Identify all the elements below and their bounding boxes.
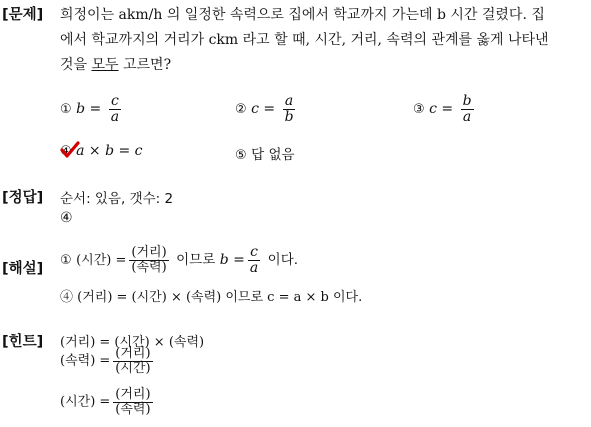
hint-l2-numerator: (거리): [115, 346, 151, 361]
option-4-expr: a × b = c: [76, 143, 143, 159]
hint-l3-numerator: (거리): [115, 387, 151, 402]
option-2-eq: =: [258, 101, 280, 118]
answer-line-2: ④: [60, 210, 73, 226]
hint-line-1: (거리) = (시간) × (속력): [60, 335, 205, 350]
option-5-number: ⑤: [235, 148, 247, 163]
explanation-l1-mid: 이므로: [176, 252, 216, 269]
hint-line-3: [60, 388, 156, 416]
option-3[interactable]: [413, 94, 477, 124]
answer-line-1: 순서: 있음, 갯수: 2: [60, 191, 174, 207]
explanation-l1-number: ①: [60, 253, 72, 269]
hint-l3-denominator: (속력): [115, 401, 151, 417]
option-1[interactable]: [60, 94, 124, 124]
problem-line-1: 희정이는 akm/h 의 일정한 속력으로 집에서 학교까지 가는데 b 시간 걸렸다. 집: [60, 7, 545, 23]
explanation-l1-fden: a: [249, 259, 259, 276]
explanation-line-2: ④ (거리) = (시간) × (속력) 이므로 c = a × b 이다.: [60, 290, 363, 305]
option-2[interactable]: [235, 94, 299, 124]
problem-line-3-post: 고르면?: [118, 57, 172, 73]
problem-tag: [문제]: [2, 7, 44, 23]
option-2-number: ②: [235, 102, 247, 118]
explanation-tag: [해설]: [2, 261, 44, 277]
hint-line-2: [60, 347, 156, 375]
explanation-l1-fnum: c: [250, 244, 258, 260]
hint-l3-lhs: (시간) =: [60, 394, 111, 410]
option-1-eq: =: [85, 101, 106, 118]
explanation-line-1: [60, 245, 298, 275]
hint-l2-denominator: (시간): [115, 360, 151, 376]
option-5-text: 답 없음: [251, 147, 295, 163]
checkmark-icon: [60, 141, 80, 159]
problem-line-3-pre: 것을: [60, 57, 92, 73]
explanation-l1-lhs: (시간) =: [76, 253, 127, 269]
option-3-eq: =: [436, 101, 458, 118]
option-2-lhs: c: [251, 101, 259, 118]
option-2-numerator: a: [284, 93, 294, 109]
problem-line-2: 에서 학교까지의 거리가 ckm 라고 할 때, 시간, 거리, 속력의 관계를 옳게 나타낸: [60, 32, 549, 48]
option-3-denominator: a: [462, 108, 472, 125]
hint-l2-lhs: (속력) =: [60, 353, 111, 369]
option-1-lhs: b: [76, 101, 86, 118]
explanation-l1-eq: b =: [219, 252, 245, 269]
option-3-lhs: c: [429, 101, 437, 118]
option-3-number: ③: [413, 102, 425, 118]
explanation-l1-denominator: (속력): [131, 259, 167, 275]
problem-line-3-emph: 모두: [91, 57, 119, 73]
option-1-denominator: a: [110, 108, 120, 125]
option-3-numerator: b: [462, 93, 472, 109]
option-1-numerator: c: [110, 93, 119, 109]
option-1-number: ①: [60, 102, 72, 118]
answer-tag: [정답]: [2, 190, 44, 206]
option-5[interactable]: [235, 143, 295, 163]
explanation-l1-end: 이다.: [267, 252, 299, 269]
option-2-denominator: b: [284, 108, 294, 125]
hint-tag: [힌트]: [2, 334, 44, 350]
explanation-l1-numerator: (거리): [131, 245, 167, 261]
option-4-number: ④: [60, 144, 72, 159]
problem-line-3: [60, 54, 171, 74]
